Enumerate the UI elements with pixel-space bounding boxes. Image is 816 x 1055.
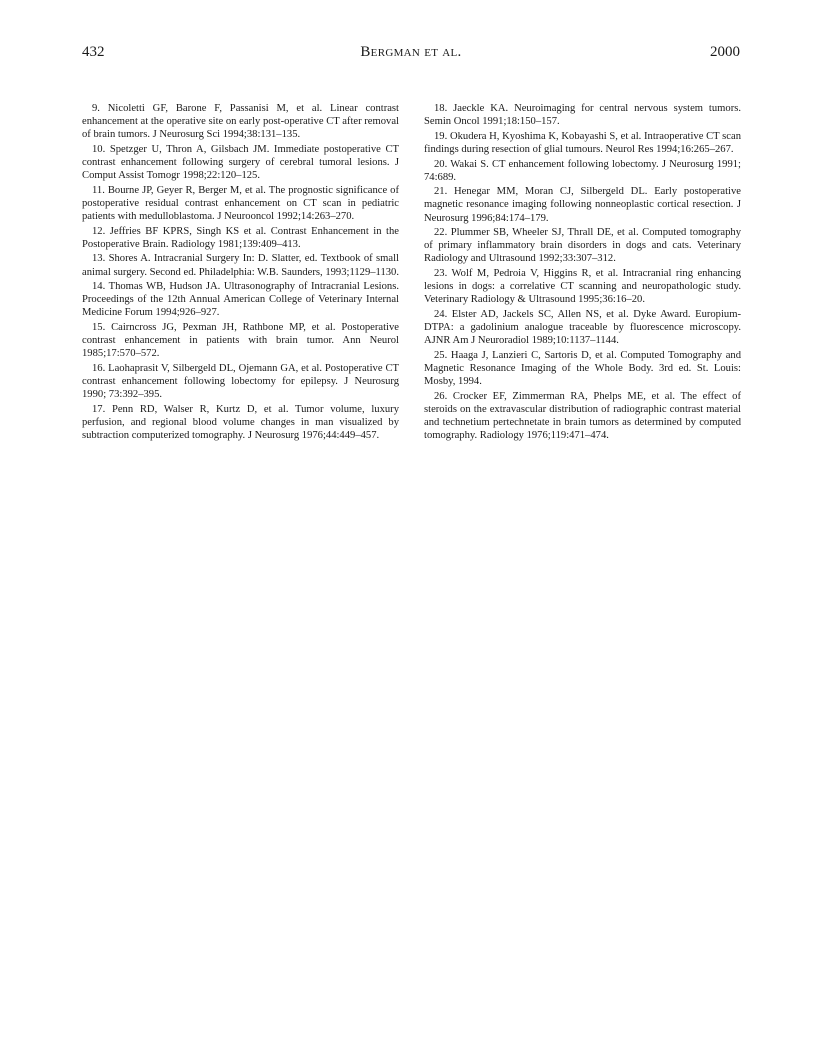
reference-16: 16. Laohaprasit V, Silbergeld DL, Ojemann GA, et al. Postoperative CT contrast enhancement following lobectomy for epilepsy. J Neurosurg 1990; 73:392–395. (82, 362, 399, 401)
references-left-column (82, 102, 399, 444)
reference-20: 20. Wakai S. CT enhancement following lobectomy. J Neurosurg 1991; 74:689. (424, 158, 741, 183)
running-header (82, 44, 740, 64)
reference-18: 18. Jaeckle KA. Neuroimaging for central nervous system tumors. Semin Oncol 1991;18:150–157. (424, 103, 741, 128)
reference-11: 11. Bourne JP, Geyer R, Berger M, et al. The prognostic significance of postoperative residual contrast enhancement on CT scan in pediatric patients with medulloblastoma. J Neurooncol 1992;14:263–270. (82, 184, 399, 222)
reference-14: 14. Thomas WB, Hudson JA. Ultrasonography of Intracranial Lesions. Proceedings of the 12th Annual American College of Veterinary Internal Medicine Forum 1994;926–927. (82, 281, 399, 319)
reference-12: 12. Jeffries BF KPRS, Singh KS et al. Contrast Enhancement in the Postoperative Brain. Radiology 1981;139:409–413. (82, 225, 399, 250)
reference-21: 21. Henegar MM, Moran CJ, Silbergeld DL. Early postoperative magnetic resonance imaging following nonneoplastic cortical resection. J Neurosurg 1996;84:174–179. (424, 186, 741, 224)
reference-9: 9. Nicoletti GF, Barone F, Passanisi M, et al. Linear contrast enhancement at the operative site on early post-operative CT after removal of brain tumors. J Neurosurg Sci 1994;38:131–135. (82, 103, 399, 141)
reference-10: 10. Spetzger U, Thron A, Gilsbach JM. Immediate postoperative CT contrast enhancement following surgery of cerebral tumoral lesions. J Comput Assist Tomogr 1998;22:120–125. (82, 143, 399, 182)
reference-13: 13. Shores A. Intracranial Surgery In: D. Slatter, ed. Textbook of small animal surgery. Second ed. Philadelphia: W.B. Saunders, 1993;1129–1130. (82, 253, 399, 278)
running-head-authors: Bergman et al. (360, 44, 462, 60)
reference-15: 15. Cairncross JG, Pexman JH, Rathbone MP, et al. Postoperative contrast enhancement in patients with brain tumor. Ann Neurol 1985;17:570–572. (82, 322, 399, 360)
reference-23: 23. Wolf M, Pedroia V, Higgins R, et al. Intracranial ring enhancing lesions in dogs: a correlative CT scanning and neuropathologic study. Veterinary Radiology & Ultrasound 1995;36:16–20. (424, 268, 741, 306)
reference-17: 17. Penn RD, Walser R, Kurtz D, et al. Tumor volume, luxury perfusion, and regional blood volume changes in man visualized by subtraction computerized tomography. J Neurosurg 1976;44:449–457. (82, 403, 399, 441)
references-right-column (424, 102, 741, 444)
page-number: 432 (82, 44, 105, 60)
reference-22: 22. Plummer SB, Wheeler SJ, Thrall DE, et al. Computed tomography of primary inflammatory brain disorders in dogs and cats. Veterinary Radiology and Ultrasound 1992;33:307–312. (424, 227, 741, 265)
reference-25: 25. Haaga J, Lanzieri C, Sartoris D, et al. Computed Tomography and Magnetic Resonance Imaging of the Whole Body. 3rd ed. St. Louis: Mosby, 1994. (424, 349, 741, 388)
reference-26: 26. Crocker EF, Zimmerman RA, Phelps ME, et al. The effect of steroids on the extravascular distribution of radiographic contrast material and technetium pertechnetate in brain tumors as determined by computed tomography. Radiology 1976;119:471–474. (424, 390, 741, 441)
year: 2000 (710, 44, 740, 60)
reference-24: 24. Elster AD, Jackels SC, Allen NS, et al. Dyke Award. Europium-DTPA: a gadolinium analogue traceable by fluorescence microscopy. AJNR Am J Neuroradiol 1989;10:1137–1144. (424, 308, 741, 347)
reference-19: 19. Okudera H, Kyoshima K, Kobayashi S, et al. Intraoperative CT scan findings during resection of glial tumours. Neurol Res 1994;16:265–267. (424, 130, 741, 155)
